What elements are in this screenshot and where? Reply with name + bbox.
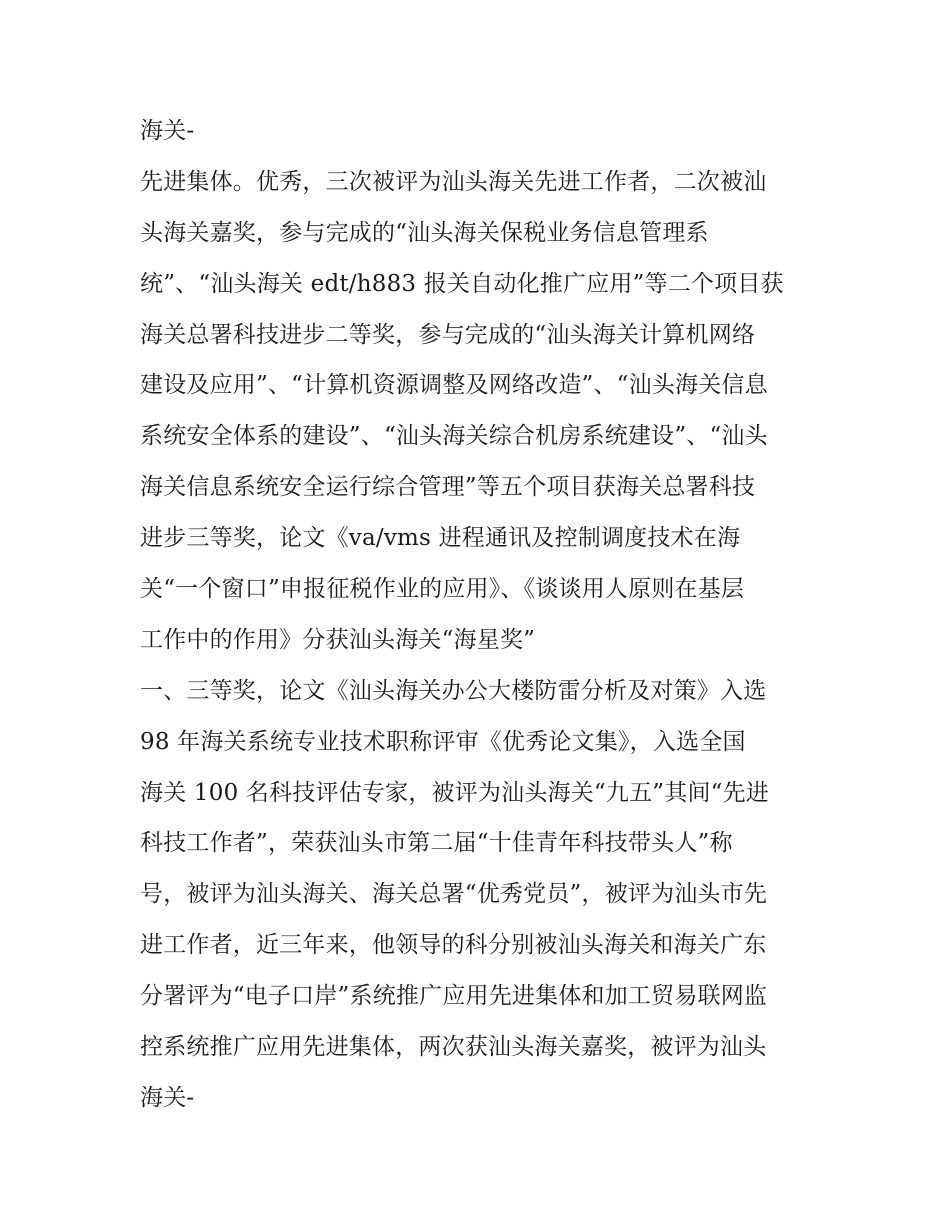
text-line: 进步三等奖，论文《va/vms 进程通讯及控制调度技术在海: [140, 525, 741, 552]
text-line: 进工作者，近三年来，他领导的科分别被汕头海关和海关广东: [140, 932, 767, 959]
text-line: 工作中的作用》分获汕头海关“海星奖”: [140, 626, 536, 653]
text-line: 海关-: [140, 118, 195, 144]
text-line: 关“一个窗口”申报征税作业的应用》、《谈谈用人原则在基层: [140, 576, 745, 603]
text-line: 号，被评为汕头海关、海关总署“优秀党员”，被评为汕头市先: [140, 881, 768, 908]
text-line: 分署评为“电子口岸”系统推广应用先进集体和加工贸易联网监: [140, 983, 768, 1010]
text-line: 98 年海关系统专业技术职称评审《优秀论文集》，入选全国: [140, 728, 746, 755]
text-line: 系统安全体系的建设”、“汕头海关综合机房系统建设”、“汕头: [140, 423, 768, 450]
text-line: 海关信息系统安全运行综合管理”等五个项目获海关总署科技: [140, 474, 756, 501]
text-line: 先进集体。优秀，三次被评为汕头海关先进工作者，二次被汕: [140, 168, 767, 195]
text-line: 一、三等奖，论文《汕头海关办公大楼防雷分析及对策》入选: [140, 677, 767, 704]
text-line: 海关 100 名科技评估专家，被评为汕头海关“九五”其间“先进: [140, 779, 769, 806]
text-line: 海关-: [140, 1084, 195, 1111]
text-line: 统”、“汕头海关 edt/h883 报关自动化推广应用”等二个项目获: [140, 270, 784, 297]
text-line: 科技工作者”，荣获汕头市第二届“十佳青年科技带头人”称: [140, 830, 733, 857]
text-line: 头海关嘉奖，参与完成的“汕头海关保税业务信息管理系: [140, 219, 709, 246]
text-line: 建设及应用”、“计算机资源调整及网络改造”、“汕头海关信息: [140, 372, 768, 399]
text-line: 控系统推广应用先进集体，两次获汕头海关嘉奖，被评为汕头: [140, 1034, 767, 1061]
body-text: [140, 106, 830, 1124]
text-line: 海关总署科技进步二等奖，参与完成的“汕头海关计算机网络: [140, 321, 756, 348]
